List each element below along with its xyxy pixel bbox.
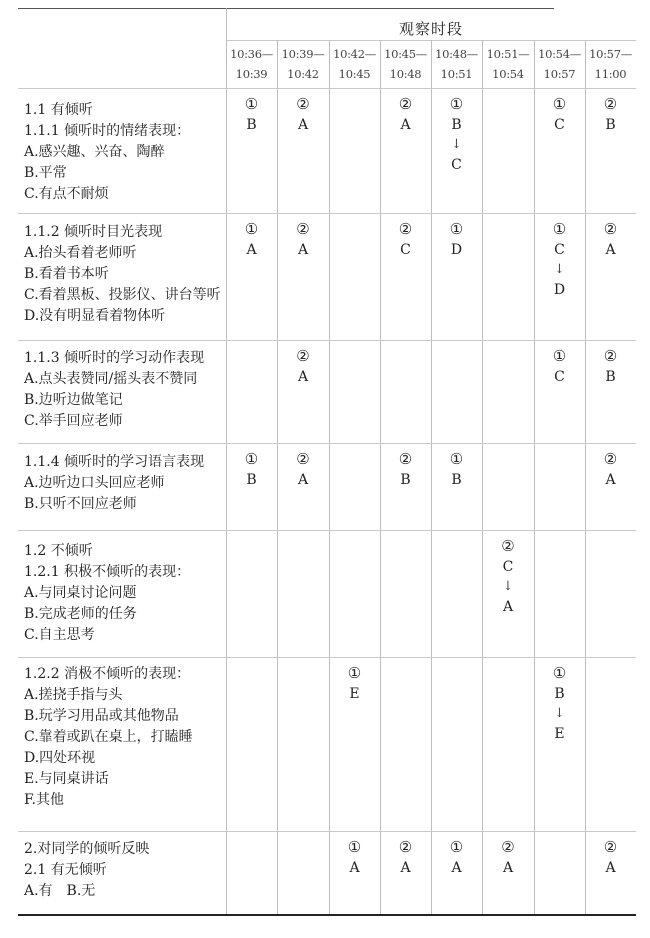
period-end: 10:48 bbox=[389, 67, 422, 81]
circled-number-mark: ② bbox=[296, 95, 310, 113]
row-divider bbox=[18, 831, 636, 832]
row-label-line: D.没有明显看着物体听 bbox=[24, 308, 166, 324]
period-end: 10:42 bbox=[287, 67, 319, 81]
table-cell bbox=[431, 449, 482, 491]
row-label-2 bbox=[24, 222, 224, 327]
option-code: B bbox=[605, 369, 616, 385]
table-cell bbox=[380, 219, 431, 261]
option-code: A bbox=[605, 860, 616, 876]
row-label-line: 2.1 有无倾听 bbox=[24, 862, 107, 878]
circled-number-mark: ① bbox=[552, 95, 567, 113]
row-label-line: 1.1.4 倾听时的学习语言表现 bbox=[24, 454, 205, 470]
period-header-6 bbox=[482, 44, 534, 88]
period-start: 10:42— bbox=[333, 47, 376, 61]
circled-number-mark: ① bbox=[552, 347, 567, 365]
row-label-line: C.举手回应老师 bbox=[24, 413, 123, 429]
option-code: D bbox=[450, 242, 463, 258]
row-label-line: C.靠着或趴在桌上，打瞌睡 bbox=[24, 729, 193, 745]
table-cell bbox=[226, 219, 277, 261]
top-rule bbox=[18, 8, 554, 9]
circled-number-mark: ① bbox=[347, 838, 362, 856]
option-code: B bbox=[451, 117, 462, 133]
circled-number-mark: ① bbox=[449, 95, 464, 113]
circled-number-mark: ② bbox=[603, 95, 618, 113]
row-label-5 bbox=[24, 541, 224, 646]
circled-number-mark: ② bbox=[501, 537, 515, 555]
period-header-3 bbox=[329, 44, 380, 88]
table-cell bbox=[380, 837, 431, 879]
table-cell bbox=[431, 219, 482, 261]
circled-number-mark: ② bbox=[603, 838, 618, 856]
row-label-line: 1.2.2 消极不倾听的表现： bbox=[24, 666, 191, 682]
row-label-line: C.有点不耐烦 bbox=[24, 186, 109, 202]
row-label-line: 1.2 不倾听 bbox=[24, 543, 93, 559]
circled-number-mark: ② bbox=[603, 450, 618, 468]
row-label-line: 1.1.3 倾听时的学习动作表现 bbox=[24, 350, 205, 366]
table-cell bbox=[431, 94, 482, 176]
period-start: 10:39— bbox=[281, 47, 325, 61]
period-start: 10:36— bbox=[230, 47, 273, 61]
table-cell bbox=[431, 837, 482, 879]
table-cell bbox=[534, 219, 585, 301]
row-label-line: C.自主思考 bbox=[24, 627, 95, 643]
row-label-line: B.平常 bbox=[24, 165, 67, 181]
option-code: C bbox=[400, 242, 411, 258]
period-header-7 bbox=[534, 44, 585, 88]
option-code: C bbox=[554, 242, 565, 258]
bottom-rule bbox=[18, 914, 636, 916]
row-label-line: A.搓挠手指与头 bbox=[24, 687, 123, 703]
row-label-line: B.完成老师的任务 bbox=[24, 606, 137, 622]
option-code: A bbox=[297, 242, 309, 258]
row-label-line: A.边听边口头回应老师 bbox=[24, 475, 165, 491]
option-code: A bbox=[400, 117, 411, 133]
row-label-line: B.边听边做笔记 bbox=[24, 392, 123, 408]
row-label-line: A.点头表赞同/摇头表不赞同 bbox=[24, 371, 198, 387]
row-label-line: F.其他 bbox=[24, 792, 64, 808]
table-cell bbox=[277, 94, 329, 136]
period-start: 10:51— bbox=[486, 47, 530, 61]
row-label-7 bbox=[24, 839, 224, 902]
row-divider bbox=[18, 213, 636, 214]
table-cell bbox=[226, 449, 277, 491]
table-cell bbox=[585, 219, 636, 261]
row-label-4 bbox=[24, 452, 224, 515]
row-label-line: B.玩学习用品或其他物品 bbox=[24, 708, 179, 724]
option-code: B bbox=[451, 472, 462, 488]
row-label-line: 2.对同学的倾听反映 bbox=[24, 841, 150, 857]
period-header-4 bbox=[380, 44, 431, 88]
period-start: 10:45— bbox=[384, 47, 427, 61]
down-arrow-icon: ↓ bbox=[451, 137, 462, 152]
table-cell bbox=[482, 536, 534, 618]
row-divider bbox=[18, 443, 636, 444]
table-cell bbox=[585, 94, 636, 136]
option-code: B bbox=[605, 117, 616, 133]
circled-number-mark: ① bbox=[449, 450, 464, 468]
table-cell bbox=[380, 94, 431, 136]
column-divider bbox=[534, 40, 535, 914]
table-cell bbox=[277, 449, 329, 491]
option-code: A bbox=[502, 860, 514, 876]
circled-number-mark: ② bbox=[398, 450, 413, 468]
period-end: 11:00 bbox=[594, 67, 627, 81]
option-code: A bbox=[502, 599, 514, 615]
circled-number-mark: ② bbox=[603, 347, 618, 365]
option-code: A bbox=[297, 472, 309, 488]
row-divider bbox=[18, 340, 636, 341]
row-label-line: 1.2.1 积极不倾听的表现： bbox=[24, 564, 191, 580]
circled-number-mark: ① bbox=[449, 838, 464, 856]
option-code: A bbox=[297, 369, 309, 385]
option-code: A bbox=[246, 242, 257, 258]
row-label-1 bbox=[24, 100, 224, 205]
period-end: 10:54 bbox=[492, 67, 524, 81]
row-label-3 bbox=[24, 348, 224, 432]
period-end: 10:39 bbox=[235, 67, 268, 81]
circled-number-mark: ② bbox=[296, 450, 310, 468]
circled-number-mark: ② bbox=[398, 95, 413, 113]
down-arrow-icon: ↓ bbox=[502, 579, 514, 594]
option-code: C bbox=[554, 369, 565, 385]
row-label-line: 1.1.1 倾听时的情绪表现： bbox=[24, 123, 191, 139]
option-code: A bbox=[297, 117, 309, 133]
row-label-6 bbox=[24, 664, 224, 811]
circled-number-mark: ① bbox=[244, 450, 259, 468]
table-cell bbox=[380, 449, 431, 491]
circled-number-mark: ① bbox=[552, 220, 567, 238]
table-cell bbox=[329, 663, 380, 705]
row-label-line: A.与同桌讨论问题 bbox=[24, 585, 137, 601]
circled-number-mark: ① bbox=[244, 220, 259, 238]
option-code: D bbox=[553, 282, 566, 298]
circled-number-mark: ① bbox=[449, 220, 464, 238]
row-label-line: A.有 B.无 bbox=[24, 883, 96, 899]
table-cell bbox=[585, 346, 636, 388]
table-cell bbox=[482, 837, 534, 879]
table-cell bbox=[534, 94, 585, 136]
row-divider bbox=[18, 88, 636, 89]
row-divider bbox=[18, 657, 636, 658]
period-header-5 bbox=[431, 44, 482, 88]
table-cell bbox=[585, 449, 636, 491]
period-header-1 bbox=[226, 44, 277, 88]
table-cell bbox=[585, 837, 636, 879]
table-cell bbox=[534, 346, 585, 388]
period-end: 10:45 bbox=[338, 67, 371, 81]
circled-number-mark: ② bbox=[296, 220, 310, 238]
period-end: 10:51 bbox=[440, 67, 473, 81]
table-cell bbox=[226, 94, 277, 136]
circled-number-mark: ① bbox=[244, 95, 259, 113]
circled-number-mark: ① bbox=[347, 664, 362, 682]
option-code: E bbox=[349, 686, 360, 702]
row-label-line: B.只听不回应老师 bbox=[24, 496, 137, 512]
down-arrow-icon: ↓ bbox=[554, 706, 565, 721]
circled-number-mark: ② bbox=[398, 220, 413, 238]
option-code: C bbox=[554, 117, 565, 133]
observation-period-title: 观察时段 bbox=[398, 20, 463, 38]
circled-number-mark: ② bbox=[398, 838, 413, 856]
row-label-line: E.与同桌讲话 bbox=[24, 771, 109, 787]
period-start: 10:54— bbox=[538, 47, 581, 61]
option-code: A bbox=[605, 472, 616, 488]
circled-number-mark: ② bbox=[603, 220, 618, 238]
circled-number-mark: ② bbox=[501, 838, 515, 856]
option-code: A bbox=[451, 860, 462, 876]
column-divider bbox=[329, 40, 330, 914]
option-code: B bbox=[554, 686, 565, 702]
period-header-8 bbox=[585, 44, 636, 88]
option-code: C bbox=[451, 157, 462, 173]
row-label-line: A.抬头看着老师听 bbox=[24, 245, 137, 261]
row-label-line: 1.1.2 倾听时目光表现 bbox=[24, 224, 163, 240]
table-cell bbox=[277, 346, 329, 388]
option-code: E bbox=[554, 726, 565, 742]
row-label-line: A.感兴趣、兴奋、陶醉 bbox=[24, 144, 165, 160]
option-code: A bbox=[605, 242, 616, 258]
table-cell bbox=[534, 663, 585, 745]
option-code: C bbox=[502, 559, 514, 575]
period-end: 10:57 bbox=[543, 67, 576, 81]
option-code: B bbox=[246, 117, 257, 133]
row-label-line: 1.1 有倾听 bbox=[24, 102, 93, 118]
period-start: 10:48— bbox=[435, 47, 478, 61]
row-label-line: B.看着书本听 bbox=[24, 266, 109, 282]
option-code: B bbox=[400, 472, 411, 488]
option-code: B bbox=[246, 472, 257, 488]
period-header-2 bbox=[277, 44, 329, 88]
table-cell bbox=[329, 837, 380, 879]
option-code: A bbox=[349, 860, 360, 876]
circled-number-mark: ① bbox=[552, 664, 567, 682]
row-label-line: C.看着黑板、投影仪、讲台等听 bbox=[24, 287, 221, 303]
row-divider bbox=[18, 530, 636, 531]
period-start: 10:57— bbox=[589, 47, 632, 61]
row-label-line: D.四处环视 bbox=[24, 750, 96, 766]
down-arrow-icon: ↓ bbox=[554, 262, 565, 277]
table-cell bbox=[277, 219, 329, 261]
option-code: A bbox=[400, 860, 411, 876]
circled-number-mark: ② bbox=[296, 347, 310, 365]
column-divider bbox=[482, 40, 483, 914]
